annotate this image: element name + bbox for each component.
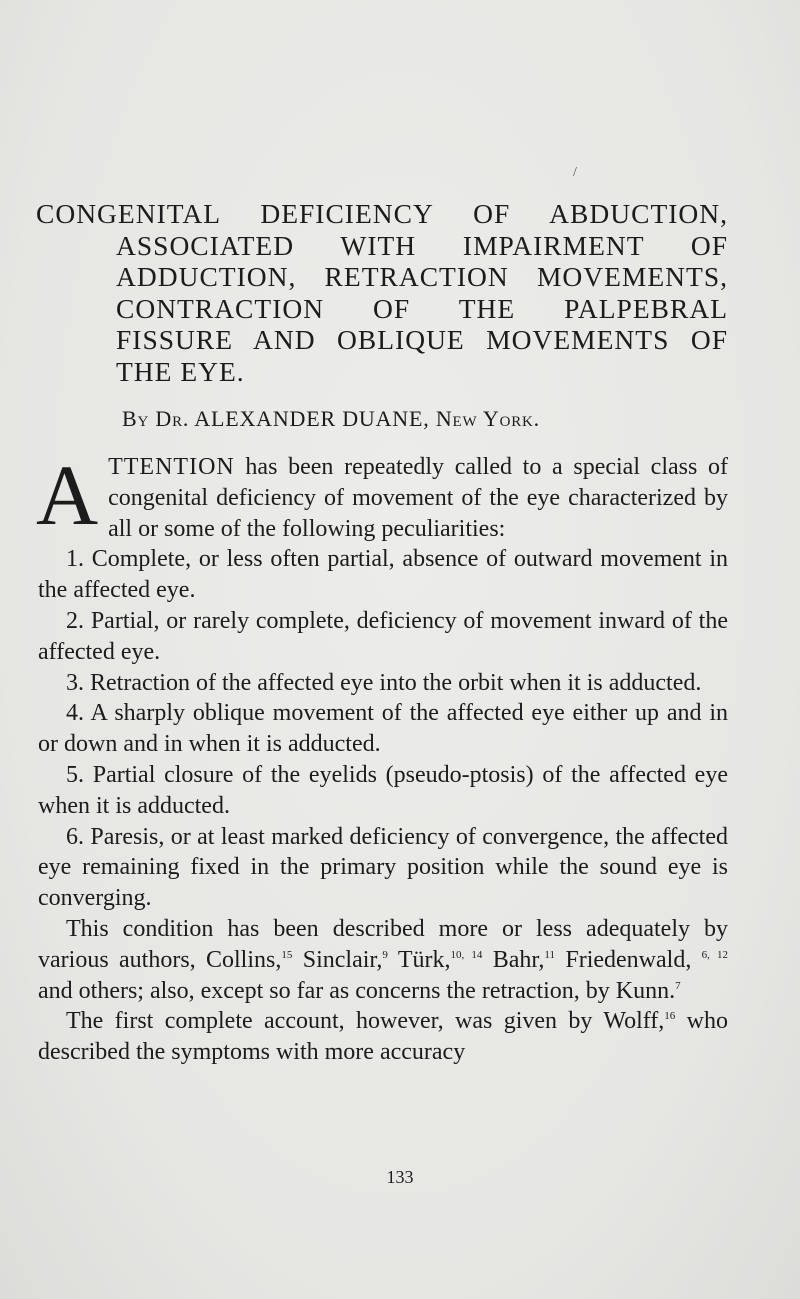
article-title bbox=[36, 198, 728, 388]
condition-paragraph bbox=[38, 914, 728, 1006]
reference-mark: 16 bbox=[664, 1010, 676, 1023]
text-run: Sinclair, bbox=[292, 946, 383, 973]
text-run: Bahr, bbox=[482, 946, 545, 973]
list-item: 3. Retraction of the affected eye into the orbit when it is adducted. bbox=[66, 669, 702, 696]
title-line: FISSURE AND OBLIQUE MOVEMENTS OF bbox=[116, 324, 728, 356]
title-line: CONTRACTION OF THE PALPEBRAL bbox=[116, 292, 728, 324]
byline-author: ALEXANDER DUANE, bbox=[194, 406, 430, 431]
drop-cap: A bbox=[36, 447, 99, 543]
list-item: 6. Paresis, or at least marked deficiency of convergence, the affected eye remaining fixed in the primary position while the sound eye is converging. bbox=[38, 823, 728, 912]
page-number: 133 bbox=[386, 1167, 414, 1187]
title-line: ASSOCIATED WITH IMPAIRMENT OF bbox=[116, 229, 728, 261]
list-item: 2. Partial, or rarely complete, deficiency of movement inward of the affected eye. bbox=[38, 607, 728, 665]
intro-text: has been repeatedly called to a special class of congenital deficiency of movement of the eye characterized by all or some of the following peculiarities: bbox=[108, 454, 728, 542]
text-run: and others; also, except so far as concerns the retraction, by Kunn. bbox=[38, 977, 676, 1004]
byline-by: By Dr. bbox=[122, 406, 190, 431]
list-item: 5. Partial closure of the eyelids (pseudo-ptosis) of the affected eye when it is adducted. bbox=[38, 761, 728, 819]
reference-mark: 11 bbox=[544, 948, 555, 961]
article-body bbox=[36, 447, 729, 1068]
byline-place: New York. bbox=[435, 406, 540, 431]
title-line: ADDUCTION, RETRACTION MOVEMENTS, bbox=[116, 261, 728, 293]
list-item: 1. Complete, or less often partial, absence of outward movement in the affected eye. bbox=[38, 546, 728, 604]
byline bbox=[122, 406, 682, 432]
reference-mark: 6, 12 bbox=[701, 948, 729, 961]
margin-mark: / bbox=[573, 165, 577, 180]
text-run: The first complete account, however, was given by Wolff, bbox=[66, 1008, 665, 1035]
text-run: Türk, bbox=[387, 946, 451, 973]
text-run: who described the symptoms with more accuracy bbox=[38, 1008, 728, 1066]
reference-mark: 7 bbox=[675, 979, 681, 992]
wolff-paragraph bbox=[38, 1006, 728, 1068]
text-run: Friedenwald, bbox=[555, 946, 702, 973]
reference-mark: 9 bbox=[382, 948, 388, 961]
title-line: THE EYE. bbox=[116, 355, 245, 387]
title-line: CONGENITAL DEFICIENCY OF ABDUCTION, bbox=[36, 198, 728, 229]
list-item: 4. A sharply oblique movement of the affected eye either up and in or down and in when it is adducted. bbox=[38, 700, 728, 758]
intro-lead-word: TTENTION bbox=[108, 454, 235, 480]
text-run: This condition has been described more or less adequately by various authors, Collins, bbox=[38, 915, 728, 973]
reference-mark: 15 bbox=[281, 948, 293, 961]
reference-mark: 10, 14 bbox=[450, 948, 483, 961]
intro-paragraph bbox=[36, 447, 728, 544]
